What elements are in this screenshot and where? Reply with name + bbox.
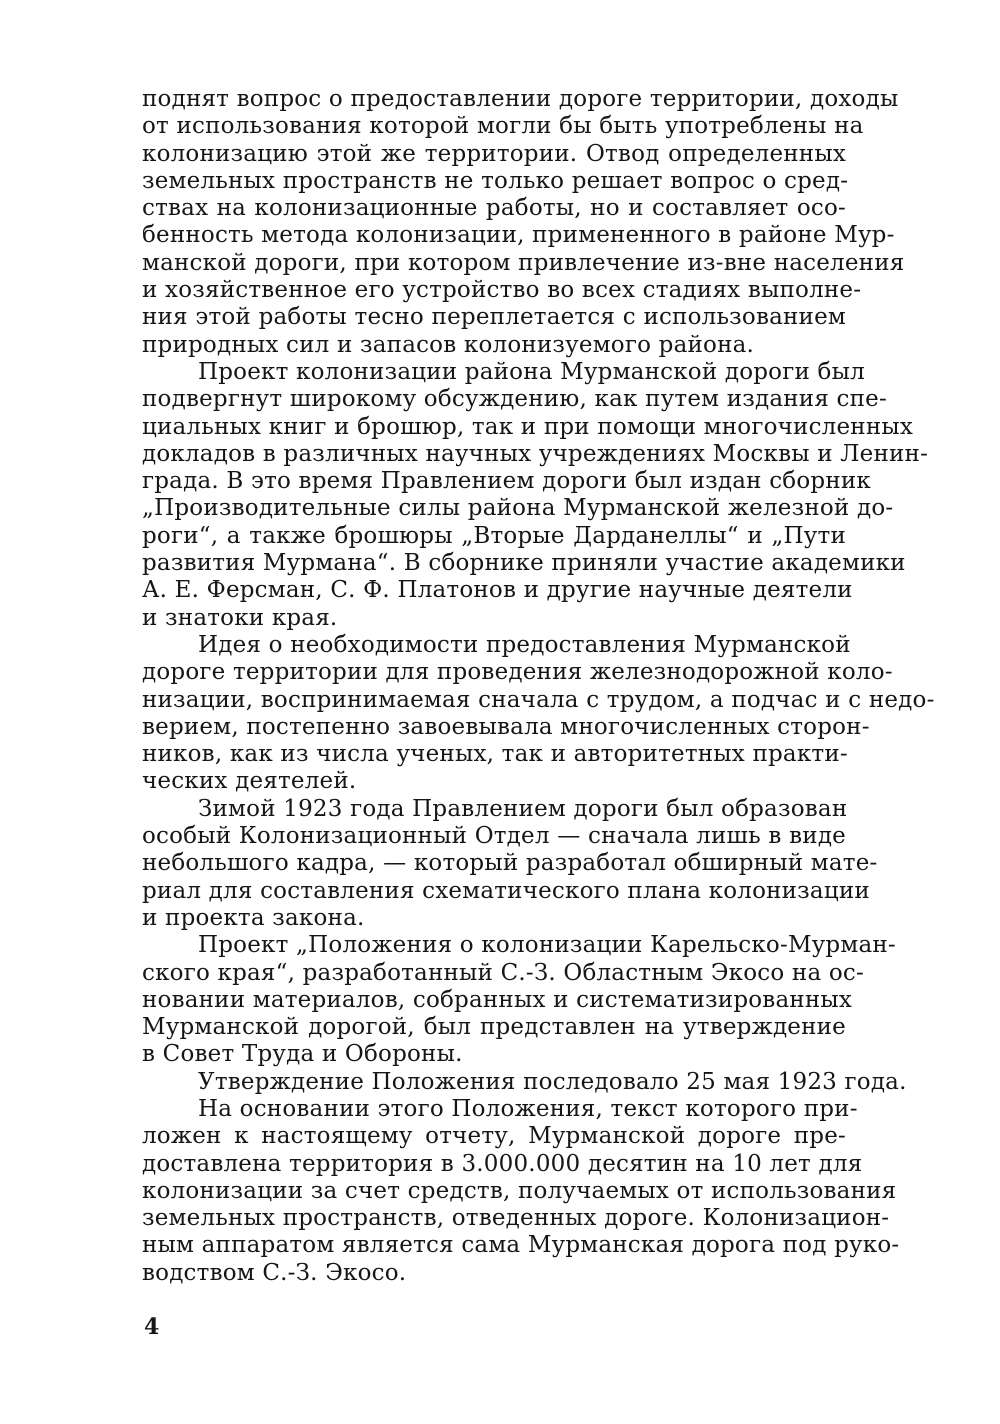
text-line: доставлена территория в 3.000.000 десятин на 10 лет для [142,1150,863,1177]
paragraph [142,86,905,359]
text-line: ствах на колонизационные работы, но и составляет осо- [142,195,846,222]
text-line: ложен к настоящему отчету, Мурманской дороге пре- [142,1123,846,1150]
text-line: земельных пространств, отведенных дороге. Колонизацион- [142,1205,890,1232]
text-line: водством С.-З. Экосо. [142,1259,407,1286]
text-line: небольшого кадра, — который разработал обширный мате- [142,850,878,877]
text-line: риал для составления схематического плана колонизации [142,877,870,904]
text-line: ным аппаратом является сама Мурманская дорога под руко- [142,1232,900,1259]
text-line: роги“, а также брошюры „Вторые Дарданеллы“ и „Пути [142,522,846,549]
text-line: Проект „Положения о колонизации Карельско-Мурман- [198,932,896,959]
text-line: природных сил и запасов колонизуемого района. [142,331,755,358]
paragraph [142,1068,907,1096]
text-line: особый Колонизационный Отдел — сначала лишь в виде [142,823,846,850]
text-line: верием, постепенно завоевывала многочисленных сторон- [142,713,870,740]
text-line: манской дороги, при котором привлечение из-вне населения [142,249,905,276]
text-line: от использования которой могли бы быть употреблены на [142,113,864,140]
text-line: и знатоки края. [142,604,338,631]
text-line: колонизации за счет средств, получаемых от использования [142,1177,897,1204]
text-line: Мурманской дорогой, был представлен на утверждение [142,1014,846,1041]
text-line: и хозяйственное его устройство во всех стадиях выполне- [142,277,862,304]
text-line: поднят вопрос о предоставлении дороге территории, доходы [142,86,899,112]
text-line: развития Мурмана“. В сборнике приняли участие академики [142,550,906,577]
text-line: бенность метода колонизации, примененного в районе Мур- [142,222,895,249]
text-line: докладов в различных научных учреждениях Москвы и Ленин- [142,440,929,467]
text-line: „Производительные силы района Мурманской железной до- [142,495,894,522]
text-line: земельных пространств не только решает вопрос о сред- [142,167,849,194]
text-line: А. Е. Ферсман, С. Ф. Платонов и другие научные деятели [142,577,853,604]
text-line: циальных книг и брошюр, так и при помощи многочисленных [142,413,914,440]
text-line: ского края“, разработанный С.-З. Областным Экосо на ос- [142,959,864,986]
text-line: Идея о необходимости предоставления Мурманской [198,631,851,658]
paragraph [142,795,878,932]
text-line: града. В это время Правлением дороги был издан сборник [142,468,871,495]
text-line: дороге территории для проведения железнодорожной коло- [142,659,893,686]
paragraph [142,1095,900,1287]
text-line: Утверждение Положения последовало 25 мая 1923 года. [198,1068,907,1095]
text-line: и проекта закона. [142,904,365,931]
text-line: ников, как из числа ученых, так и авторитетных практи- [142,741,848,768]
text-line: колонизацию этой же территории. Отвод определенных [142,140,846,167]
text-line: Зимой 1923 года Правлением дороги был образован [198,795,848,822]
paragraph [142,631,935,796]
text-line: На основании этого Положения, текст которого при- [198,1095,858,1122]
text-line: низации, воспринимаемая сначала с трудом, а подчас и с недо- [142,686,935,713]
body-text [142,86,935,1287]
text-line: ния этой работы тесно переплетается с использованием [142,304,846,331]
text-line: Проект колонизации района Мурманской дороги был [198,358,865,385]
paragraph [142,932,896,1068]
text-line: в Совет Труда и Обороны. [142,1041,463,1068]
paragraph [142,358,929,632]
text-line: новании материалов, собранных и систематизированных [142,986,853,1013]
text-line: подвергнут широкому обсуждению, как путем издания спе- [142,386,887,413]
text-line: ческих деятелей. [142,768,357,795]
page-number: 4 [144,1314,160,1340]
